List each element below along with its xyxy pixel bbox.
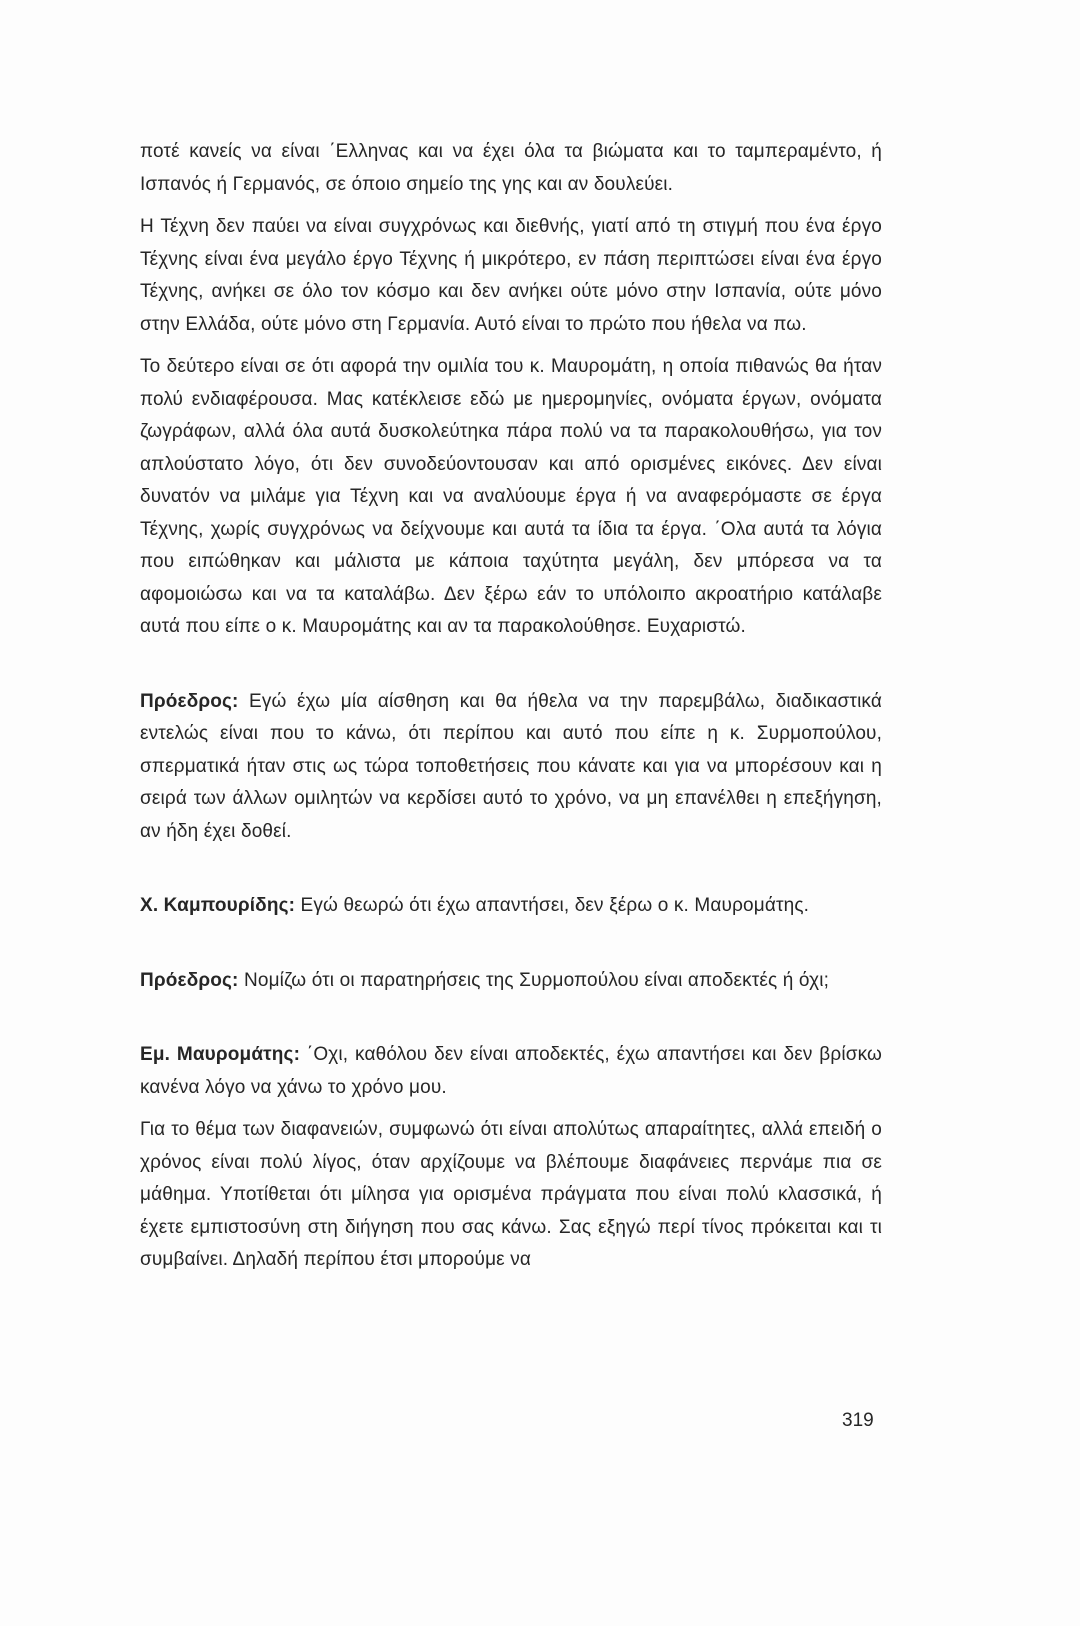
paragraph-text: Το δεύτερο είναι σε ότι αφορά την ομιλία του κ. Μαυρομάτη, η οποία πιθανώς θα ήταν πολύ ενδιαφέρουσα. Μας κατέκλεισε εδώ με ημερομηνίες, ονόματα έργων, ονόματα ζωγράφων, αλλά όλα αυτά δυσκολεύτηκα πάρα πολύ να τα παρακολουθήσω, για τον απλούστατο λόγο, ότι δεν συνοδεύοντουσαν και από ορισμένες εικόνες. Δεν είναι δυνατόν να μιλάμε για Τέχνη και να αναλύουμε έργα ή να αναφερόμαστε σε έργα Τέχνης, χωρίς συγχρόνως να δείχνουμε και αυτά τα ίδια τα έργα. ΄Ολα αυτά τα λόγια που ειπώθηκαν και μάλιστα με κάποια ταχύτητα μεγάλη, δεν μπόρεσα να τα αφομοιώσω και να τα καταλάβω. Δεν ξέρω εάν το υπόλοιπο ακροατήριο κατάλαβε αυτά που είπε ο κ. Μαυρομάτης και αν τα παρακολούθησε. Ευχαριστώ.: [140, 356, 882, 637]
speaker-label: Πρόεδρος:: [140, 690, 239, 712]
speaker-label: Εμ. Μαυρομάτης:: [140, 1044, 301, 1065]
paragraph-slides: [140, 1114, 882, 1277]
paragraph-continued: [140, 136, 882, 201]
speaker-label: Χ. Καμπουρίδης:: [140, 895, 296, 916]
statement-president-2: [140, 965, 882, 998]
statement-text: Εγώ θεωρώ ότι έχω απαντήσει, δεν ξέρω ο κ. Μαυρομάτης.: [295, 895, 810, 916]
paragraph-second-point: [140, 351, 882, 644]
paragraph-text: ποτέ κανείς να είναι ΄Ελληνας και να έχει όλα τα βιώματα και το ταμπεραμέντο, ή Ισπανός ή Γερμανός, σε όποιο σημείο της γης και αν δουλεύει.: [140, 141, 882, 195]
statement-text: Νομίζω ότι οι παρατηρήσεις της Συρμοπούλου είναι αποδεκτές ή όχι;: [238, 969, 830, 991]
statement-text: Εγώ έχω μία αίσθηση και θα ήθελα να την παρεμβάλω, διαδικαστικά εντελώς είναι που το κάνω, ότι περίπου και αυτό που είπε η κ. Συρμοπούλου, σπερματικά ήταν στις ως τώρα τοποθετήσεις που κάνατε και για να μπορέσουν και η σειρά των άλλων ομιλητών να κερδίσει αυτό το χρόνο, να μη επανέλθει η επεξήγηση, αν ήδη έχει δοθεί.: [140, 690, 882, 842]
statement-kampouridis: [140, 890, 882, 923]
page-number: 319: [842, 1410, 874, 1431]
statement-mavromatis: [140, 1039, 882, 1104]
paragraph-art-international: [140, 211, 882, 341]
document-page: [140, 136, 882, 1277]
statement-text: ΄Οχι, καθόλου δεν είναι αποδεκτές, έχω απαντήσει και δεν βρίσκω κανένα λόγο να χάνω το χρόνο μου.: [140, 1044, 882, 1098]
paragraph-text: Για το θέμα των διαφανειών, συμφωνώ ότι είναι απολύτως απαραίτητες, αλλά επειδή ο χρόνος είναι πολύ λίγος, όταν αρχίζουμε να βλέπουμε διαφάνειες περνάμε πια σε μάθημα. Υποτίθεται ότι μίλησα για ορισμένα πράγματα που είναι πολύ κλασσικά, ή έχετε εμπιστοσύνη στη διήγηση που σας κάνω. Σας εξηγώ περί τίνος πρόκειται και τι συμβαίνει. Δηλαδή περίπου έτσι μπορούμε να: [140, 1119, 882, 1270]
paragraph-text: Η Τέχνη δεν παύει να είναι συγχρόνως και διεθνής, γιατί από τη στιγμή που ένα έργο Τέχνης είναι ένα μεγάλο έργο Τέχνης ή μικρότερο, εν πάση περιπτώσει είναι ένα έργο Τέχνης, ανήκει σε όλο τον κόσμο και δεν ανήκει ούτε μόνο στην Ισπανία, ούτε μόνο στην Ελλάδα, ούτε μόνο στη Γερμανία. Αυτό είναι το πρώτο που ήθελα να πω.: [140, 216, 882, 335]
speaker-label: Πρόεδρος:: [140, 969, 239, 991]
statement-president-1: [140, 686, 882, 849]
